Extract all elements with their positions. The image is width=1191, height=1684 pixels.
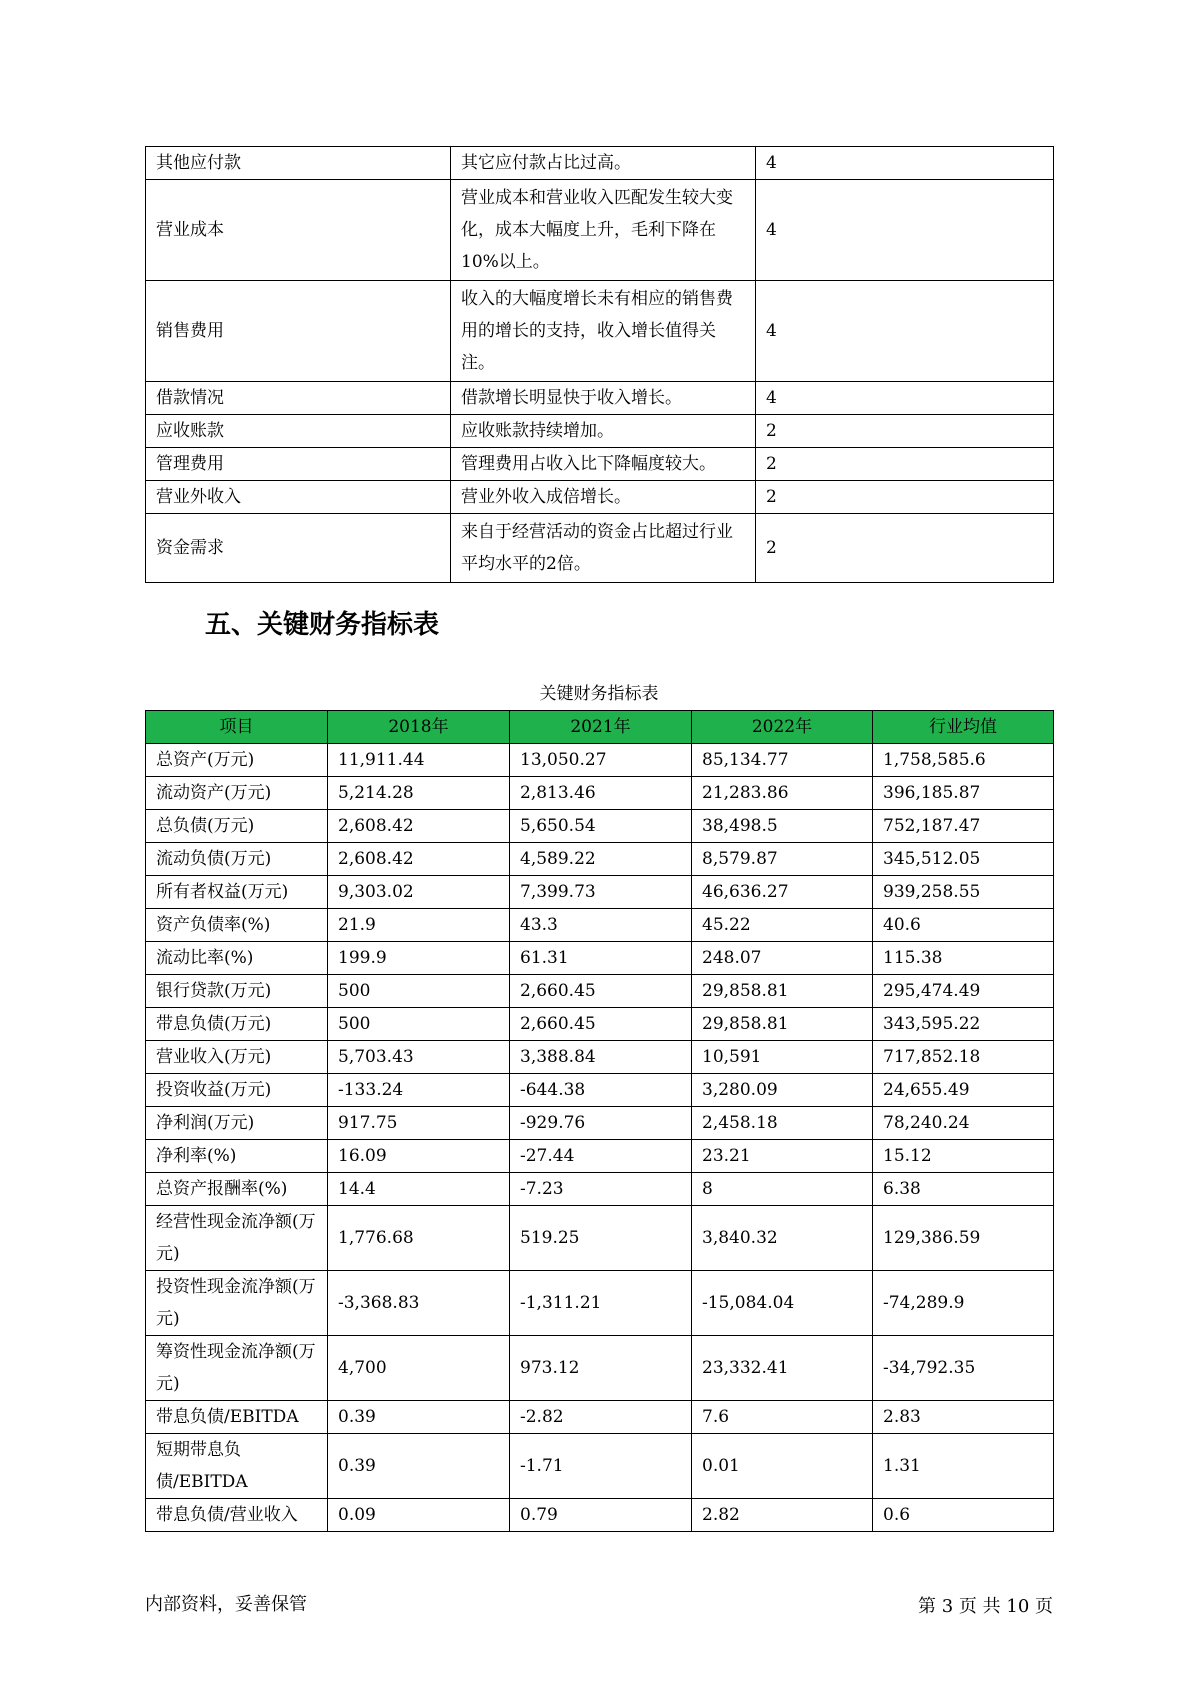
table-row [146, 1206, 1054, 1271]
value-cell: 23,332.41 [692, 1336, 873, 1401]
value-cell: 8,579.87 [692, 843, 873, 876]
value-cell: 45.22 [692, 909, 873, 942]
risk-item-cell: 应收账款 [146, 415, 451, 448]
risk-score-cell: 4 [756, 281, 1054, 382]
value-cell: 61.31 [510, 942, 692, 975]
column-header: 行业均值 [873, 711, 1054, 744]
table-row [146, 1401, 1054, 1434]
indicator-name-cell: 投资收益(万元) [146, 1074, 328, 1107]
value-cell: 752,187.47 [873, 810, 1054, 843]
value-cell: 396,185.87 [873, 777, 1054, 810]
table-row [146, 744, 1054, 777]
value-cell: 519.25 [510, 1206, 692, 1271]
table-caption: 关键财务指标表 [539, 684, 659, 704]
risk-item-cell: 营业成本 [146, 180, 451, 281]
risk-item-cell: 资金需求 [146, 514, 451, 583]
value-cell: 4,589.22 [510, 843, 692, 876]
indicator-name-cell: 流动比率(%) [146, 942, 328, 975]
risk-row [146, 448, 1054, 481]
indicator-name-cell: 经营性现金流净额(万元) [146, 1206, 328, 1271]
value-cell: 1,758,585.6 [873, 744, 1054, 777]
value-cell: 0.09 [328, 1499, 510, 1532]
table-row [146, 909, 1054, 942]
indicator-name-cell: 所有者权益(万元) [146, 876, 328, 909]
risk-score-cell: 2 [756, 415, 1054, 448]
risk-item-cell: 管理费用 [146, 448, 451, 481]
table-row [146, 1074, 1054, 1107]
value-cell: 8 [692, 1173, 873, 1206]
risk-desc-cell: 营业外收入成倍增长。 [451, 481, 756, 514]
indicator-name-cell: 净利润(万元) [146, 1107, 328, 1140]
value-cell: 717,852.18 [873, 1041, 1054, 1074]
table-row [146, 876, 1054, 909]
value-cell: 24,655.49 [873, 1074, 1054, 1107]
value-cell: 500 [328, 1008, 510, 1041]
value-cell: 500 [328, 975, 510, 1008]
value-cell: 5,703.43 [328, 1041, 510, 1074]
risk-score-cell: 4 [756, 147, 1054, 180]
indicator-name-cell: 营业收入(万元) [146, 1041, 328, 1074]
value-cell: 939,258.55 [873, 876, 1054, 909]
value-cell: -15,084.04 [692, 1271, 873, 1336]
value-cell: 2,608.42 [328, 843, 510, 876]
footer-page-number: 第 3 页 共 10 页 [918, 1596, 1053, 1617]
risk-score-cell: 2 [756, 514, 1054, 583]
value-cell: -7.23 [510, 1173, 692, 1206]
value-cell: 1,776.68 [328, 1206, 510, 1271]
value-cell: 0.79 [510, 1499, 692, 1532]
value-cell: -133.24 [328, 1074, 510, 1107]
table-row [146, 1271, 1054, 1336]
risk-score-cell: 4 [756, 180, 1054, 281]
value-cell: 13,050.27 [510, 744, 692, 777]
value-cell: -1,311.21 [510, 1271, 692, 1336]
value-cell: -1.71 [510, 1434, 692, 1499]
risk-row [146, 481, 1054, 514]
indicator-name-cell: 总资产(万元) [146, 744, 328, 777]
value-cell: 16.09 [328, 1140, 510, 1173]
risk-item-cell: 销售费用 [146, 281, 451, 382]
indicator-name-cell: 净利率(%) [146, 1140, 328, 1173]
risk-item-cell: 其他应付款 [146, 147, 451, 180]
risk-row [146, 180, 1054, 281]
risk-item-cell: 营业外收入 [146, 481, 451, 514]
value-cell: 43.3 [510, 909, 692, 942]
table-row [146, 1140, 1054, 1173]
risk-row [146, 514, 1054, 583]
section-heading: 五、关键财务指标表 [205, 610, 440, 640]
value-cell: 129,386.59 [873, 1206, 1054, 1271]
value-cell: 917.75 [328, 1107, 510, 1140]
risk-row [146, 281, 1054, 382]
risk-desc-cell: 营业成本和营业收入匹配发生较大变化，成本大幅度上升，毛利下降在10%以上。 [451, 180, 756, 281]
column-header: 项目 [146, 711, 328, 744]
value-cell: -2.82 [510, 1401, 692, 1434]
value-cell: 7,399.73 [510, 876, 692, 909]
key-financial-indicators-table [145, 710, 1054, 1532]
indicator-name-cell: 投资性现金流净额(万元) [146, 1271, 328, 1336]
value-cell: 343,595.22 [873, 1008, 1054, 1041]
value-cell: 973.12 [510, 1336, 692, 1401]
value-cell: 6.38 [873, 1173, 1054, 1206]
table-row [146, 1499, 1054, 1532]
value-cell: -3,368.83 [328, 1271, 510, 1336]
value-cell: 4,700 [328, 1336, 510, 1401]
value-cell: 0.39 [328, 1434, 510, 1499]
value-cell: 29,858.81 [692, 1008, 873, 1041]
table-header-row [146, 711, 1054, 744]
value-cell: 29,858.81 [692, 975, 873, 1008]
value-cell: 0.39 [328, 1401, 510, 1434]
value-cell: 85,134.77 [692, 744, 873, 777]
footer-confidential-note: 内部资料，妥善保管 [145, 1594, 307, 1615]
value-cell: 21,283.86 [692, 777, 873, 810]
value-cell: 3,840.32 [692, 1206, 873, 1271]
value-cell: 345,512.05 [873, 843, 1054, 876]
column-header: 2018年 [328, 711, 510, 744]
table-row [146, 1434, 1054, 1499]
table-row [146, 1336, 1054, 1401]
indicator-name-cell: 短期带息负债/EBITDA [146, 1434, 328, 1499]
value-cell: 78,240.24 [873, 1107, 1054, 1140]
indicator-name-cell: 流动负债(万元) [146, 843, 328, 876]
value-cell: 295,474.49 [873, 975, 1054, 1008]
value-cell: 2,608.42 [328, 810, 510, 843]
indicator-name-cell: 资产负债率(%) [146, 909, 328, 942]
column-header: 2021年 [510, 711, 692, 744]
value-cell: -644.38 [510, 1074, 692, 1107]
risk-desc-cell: 管理费用占收入比下降幅度较大。 [451, 448, 756, 481]
table-row [146, 1107, 1054, 1140]
value-cell: -929.76 [510, 1107, 692, 1140]
risk-indicator-table [145, 146, 1054, 583]
risk-row [146, 382, 1054, 415]
risk-item-cell: 借款情况 [146, 382, 451, 415]
value-cell: 199.9 [328, 942, 510, 975]
value-cell: -27.44 [510, 1140, 692, 1173]
value-cell: 5,214.28 [328, 777, 510, 810]
value-cell: 46,636.27 [692, 876, 873, 909]
risk-row [146, 415, 1054, 448]
table-row [146, 975, 1054, 1008]
value-cell: 14.4 [328, 1173, 510, 1206]
indicator-name-cell: 带息负债/EBITDA [146, 1401, 328, 1434]
value-cell: 11,911.44 [328, 744, 510, 777]
value-cell: 115.38 [873, 942, 1054, 975]
value-cell: 2,660.45 [510, 975, 692, 1008]
value-cell: -74,289.9 [873, 1271, 1054, 1336]
value-cell: 2,813.46 [510, 777, 692, 810]
value-cell: 5,650.54 [510, 810, 692, 843]
value-cell: 0.01 [692, 1434, 873, 1499]
table-row [146, 942, 1054, 975]
value-cell: 40.6 [873, 909, 1054, 942]
risk-score-cell: 2 [756, 448, 1054, 481]
table-row [146, 843, 1054, 876]
value-cell: 9,303.02 [328, 876, 510, 909]
risk-desc-cell: 来自于经营活动的资金占比超过行业平均水平的2倍。 [451, 514, 756, 583]
risk-score-cell: 2 [756, 481, 1054, 514]
indicator-name-cell: 流动资产(万元) [146, 777, 328, 810]
value-cell: 3,280.09 [692, 1074, 873, 1107]
value-cell: 2,660.45 [510, 1008, 692, 1041]
column-header: 2022年 [692, 711, 873, 744]
value-cell: 2.83 [873, 1401, 1054, 1434]
indicator-name-cell: 筹资性现金流净额(万元) [146, 1336, 328, 1401]
indicator-name-cell: 银行贷款(万元) [146, 975, 328, 1008]
table-row [146, 1173, 1054, 1206]
indicator-name-cell: 总负债(万元) [146, 810, 328, 843]
risk-row [146, 147, 1054, 180]
risk-desc-cell: 其它应付款占比过高。 [451, 147, 756, 180]
risk-desc-cell: 借款增长明显快于收入增长。 [451, 382, 756, 415]
value-cell: 0.6 [873, 1499, 1054, 1532]
risk-desc-cell: 应收账款持续增加。 [451, 415, 756, 448]
value-cell: 38,498.5 [692, 810, 873, 843]
value-cell: 2,458.18 [692, 1107, 873, 1140]
indicator-name-cell: 带息负债(万元) [146, 1008, 328, 1041]
value-cell: 10,591 [692, 1041, 873, 1074]
indicator-name-cell: 总资产报酬率(%) [146, 1173, 328, 1206]
value-cell: -34,792.35 [873, 1336, 1054, 1401]
risk-desc-cell: 收入的大幅度增长未有相应的销售费用的增长的支持，收入增长值得关注。 [451, 281, 756, 382]
table-row [146, 1008, 1054, 1041]
table-row [146, 1041, 1054, 1074]
value-cell: 3,388.84 [510, 1041, 692, 1074]
value-cell: 23.21 [692, 1140, 873, 1173]
value-cell: 21.9 [328, 909, 510, 942]
table-row [146, 777, 1054, 810]
value-cell: 248.07 [692, 942, 873, 975]
value-cell: 7.6 [692, 1401, 873, 1434]
table-row [146, 810, 1054, 843]
value-cell: 15.12 [873, 1140, 1054, 1173]
risk-score-cell: 4 [756, 382, 1054, 415]
value-cell: 1.31 [873, 1434, 1054, 1499]
indicator-name-cell: 带息负债/营业收入 [146, 1499, 328, 1532]
value-cell: 2.82 [692, 1499, 873, 1532]
